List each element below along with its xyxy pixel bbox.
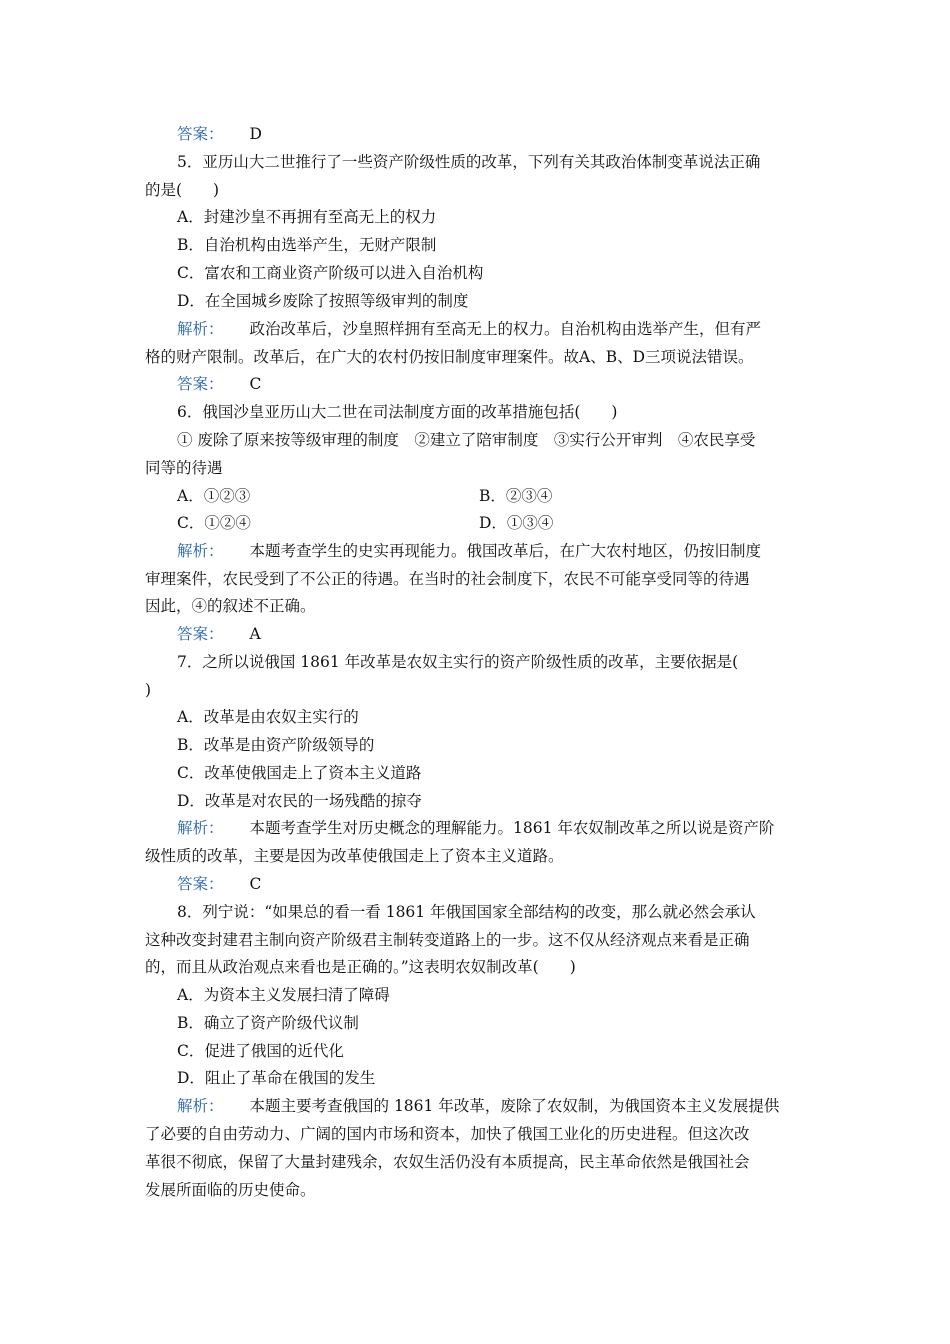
answer-value: D <box>249 125 262 143</box>
q7-analysis-line-2: 级性质的改革，主要是因为改革使俄国走上了资本主义道路。 <box>145 847 564 865</box>
q8-analysis-line-3: 革很不彻底，保留了大量封建残余，农奴生活仍没有本质提高，民主革命依然是俄国社会 <box>145 1153 750 1171</box>
q5-option-c: C．富农和工商业资产阶级可以进入自治机构 <box>177 264 484 282</box>
q6-answer <box>177 624 261 644</box>
q5-option-b: B．自治机构由选举产生，无财产限制 <box>177 236 437 254</box>
q6-analysis-line-2: 审理案件，农民受到了不公正的待遇。在当时的社会制度下，农民不可能享受同等的待遇 <box>145 570 750 588</box>
answer-value: A <box>249 625 261 643</box>
q8-stem-line-2: 这种改变封建君主制向资产阶级君主制转变道路上的一步。这不仅从经济观点来看是正确 <box>145 931 750 949</box>
q7-stem-line-2: ) <box>145 681 152 699</box>
q8-analysis-line-2: 了必要的自由劳动力、广阔的国内市场和资本，加快了俄国工业化的历史进程。但这次改 <box>145 1125 750 1143</box>
q7-option-c: C．改革使俄国走上了资本主义道路 <box>177 764 422 782</box>
q5-analysis-line-2: 格的财产限制。改革后，在广大的农村仍按旧制度审理案件。故A、B、D三项说法错误。 <box>145 348 754 366</box>
q6-option-d: D．①③④ <box>479 514 554 532</box>
q8-stem-line-3: 的，而且从政治观点来看也是正确的。”这表明农奴制改革( ) <box>145 958 576 976</box>
answer-label: 答案： <box>177 375 224 393</box>
analysis-label: 解析： <box>177 542 224 560</box>
q7-option-a: A．改革是由农奴主实行的 <box>177 708 359 726</box>
q5-analysis-line-1 <box>177 319 761 339</box>
q7-option-b: B．改革是由资产阶级领导的 <box>177 736 375 754</box>
q6-analysis-line-1 <box>177 541 761 561</box>
q7-option-d: D．改革是对农民的一场残酷的掠夺 <box>177 792 422 810</box>
q6-stem: 6．俄国沙皇亚历山大二世在司法制度方面的改革措施包括( ) <box>177 403 618 421</box>
q8-option-a: A．为资本主义发展扫清了障碍 <box>177 986 390 1004</box>
q5-option-d: D．在全国城乡废除了按照等级审判的制度 <box>177 292 469 310</box>
q7-answer <box>177 874 261 894</box>
answer-label: 答案： <box>177 125 224 143</box>
analysis-text: 本题主要考查俄国的 1861 年改革，废除了农奴制，为俄国资本主义发展提供 <box>249 1097 780 1115</box>
q5-stem-line-1: 5．亚历山大二世推行了一些资产阶级性质的改革，下列有关其政治体制变革说法正确 <box>177 153 761 171</box>
q6-option-a: A．①②③ <box>177 487 251 505</box>
analysis-text: 政治改革后，沙皇照样拥有至高无上的权力。自治机构由选举产生，但有严 <box>249 320 762 338</box>
q8-analysis-line-4: 发展所面临的历史使命。 <box>145 1181 316 1199</box>
q7-stem-line-1: 7．之所以说俄国 1861 年改革是农奴主实行的资产阶级性质的改革，主要依据是( <box>177 653 739 671</box>
analysis-text: 本题考查学生对历史概念的理解能力。1861 年农奴制改革之所以说是资产阶 <box>249 819 775 837</box>
analysis-text: 本题考查学生的史实再现能力。俄国改革后，在广大农村地区，仍按旧制度 <box>249 542 762 560</box>
q4-answer <box>177 124 262 144</box>
q7-analysis-line-1 <box>177 818 774 838</box>
analysis-label: 解析： <box>177 1097 224 1115</box>
q8-stem-line-1: 8．列宁说：“如果总的看一看 1861 年俄国国家全部结构的改变，那么就必然会承认 <box>177 903 756 921</box>
q6-analysis-line-3: 因此，④的叙述不正确。 <box>145 597 316 615</box>
analysis-label: 解析： <box>177 320 224 338</box>
q8-option-b: B．确立了资产阶级代议制 <box>177 1014 359 1032</box>
answer-label: 答案： <box>177 625 224 643</box>
q8-option-c: C．促进了俄国的近代化 <box>177 1042 344 1060</box>
analysis-label: 解析： <box>177 819 224 837</box>
answer-value: C <box>249 875 262 893</box>
q6-items-line-1: ① 废除了原来按等级审理的制度 ②建立了陪审制度 ③实行公开审判 ④农民享受 <box>177 431 756 449</box>
q5-option-a: A．封建沙皇不再拥有至高无上的权力 <box>177 208 437 226</box>
q8-option-d: D．阻止了革命在俄国的发生 <box>177 1069 376 1087</box>
q8-analysis-line-1 <box>177 1096 779 1116</box>
answer-label: 答案： <box>177 875 224 893</box>
q5-stem-line-2: 的是( ) <box>145 181 220 199</box>
q6-option-b: B．②③④ <box>479 487 553 505</box>
answer-value: C <box>249 375 262 393</box>
q6-items-line-2: 同等的待遇 <box>145 459 223 477</box>
q5-answer <box>177 374 261 394</box>
q6-option-c: C．①②④ <box>177 514 251 532</box>
